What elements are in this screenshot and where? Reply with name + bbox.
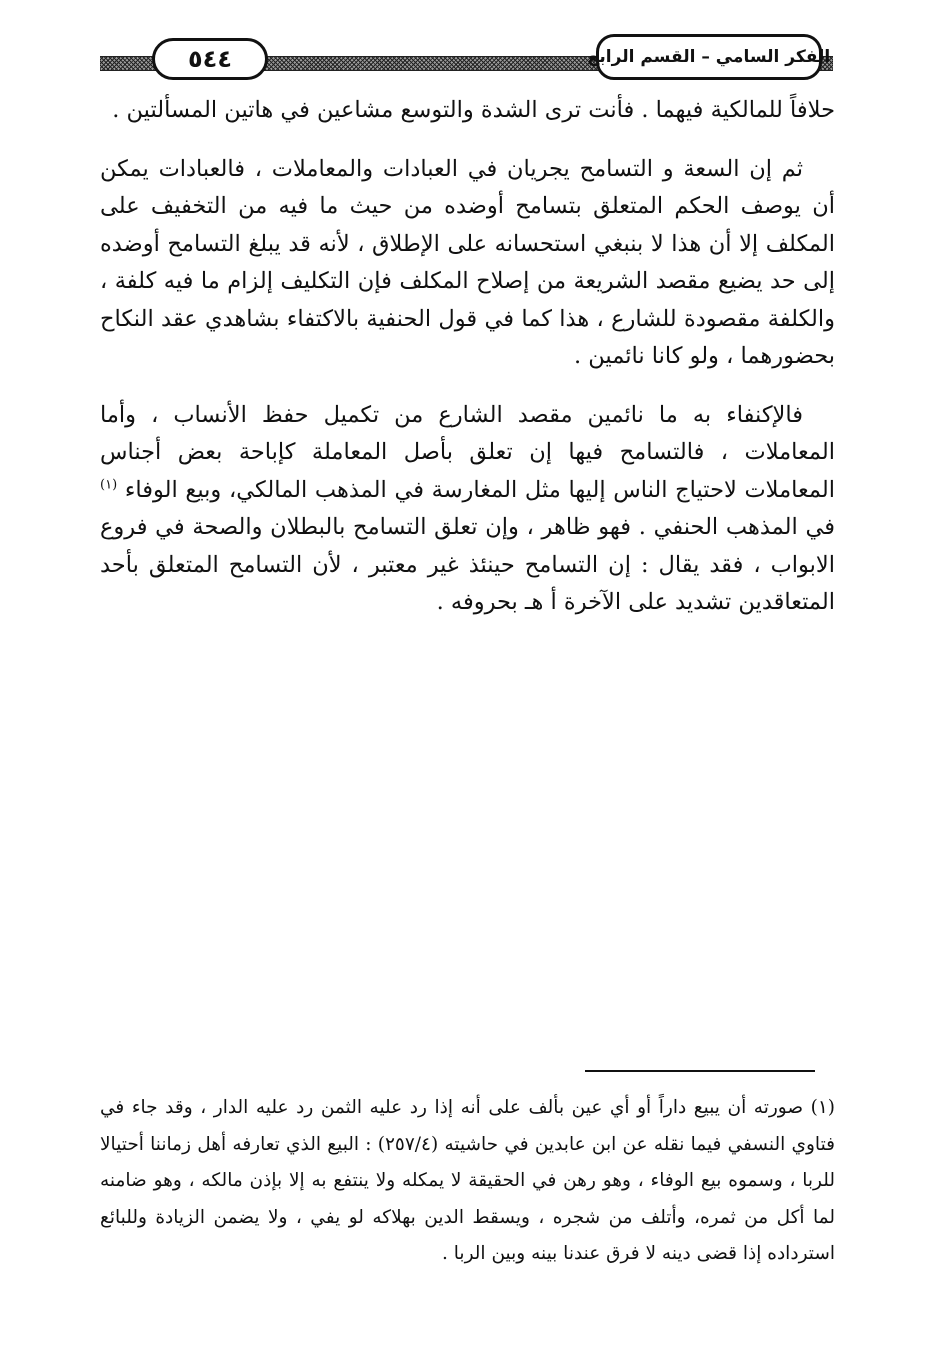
footnote-divider xyxy=(585,1070,815,1072)
footnote xyxy=(100,1090,835,1273)
paragraph-3-text-before-note: فالإكنفاء به ما نائمين مقصد الشارع من تكميل حفظ الأنساب ، وأما المعاملات ، فالتسامح فيها إن تعلق بأصل المعاملة كإباحة بعض أجناس المعاملات لاحتياج الناس إليها مثل المغارسة في المذهب المالكي، وبيع الوفاء xyxy=(100,401,835,503)
paragraph-3-text-after-note: في المذهب الحنفي . فهو ظاهر ، وإن تعلق التسامح بالبطلان والصحة في فروع الابواب ، فقد يقال : إن التسامح حينئذ غير معتبر ، لأن التسامح المتعلق بأحد المتعاقدين تشديد على الآخرة أ هـ بحروفه . xyxy=(100,514,835,615)
paragraph-1: حلافاً للمالكية فيهما . فأنت ترى الشدة والتوسع مشاعين في هاتين المسألتين . xyxy=(112,97,835,123)
page-number: ٥٤٤ xyxy=(152,38,268,80)
page-header xyxy=(100,32,833,84)
footnote-reference: (١) xyxy=(100,477,118,492)
paragraph-3 xyxy=(100,397,835,622)
main-text xyxy=(100,92,835,622)
footnote-text: (١) صورته أن يبيع داراً أو أي عين بألف على أنه إذا رد عليه الثمن رد عليه الدار ، وقد جاء في فتاوي النسفي فيما نقله عن ابن عابدين في حاشيته (٢٥٧/٤) : البيع الذي تعارفه أهل زماننا أحتيالا للربا ، وسموه بيع الوفاء ، وهو رهن في الحقيقة لا يمكله ولا ينتفع به إلا بإذن مالكه ، وهو ضامنه لما أكل من ثمره، وأتلف من شجره ، ويسقط الدين بهلاكه لو يفي ، ولا يضمن الزيادة وللبائع استرداده إذا قضى دينه لا فرق عندنا بينه وبين الربا . xyxy=(100,1097,835,1264)
running-title: الفكر السامي – القسم الرابع xyxy=(596,34,822,80)
paragraph-2: ثم إن السعة و التسامح يجريان في العبادات والمعاملات ، فالعبادات يمكن أن يوصف الحكم المتعلق بتسامح أوضده من حيث ما فيه من التخفيف على المكلف إلا أن هذا لا بنبغي استحسانه على الإطلاق ، لأنه قد يبلغ التسامح أوضده إلى حد يضيع مقصد الشريعة من إصلاح المكلف فإن التكليف إلزام ما فيه كلفة ، والكلفة مقصودة للشارع ، هذا كما في قول الحنفية بالاكتفاء بشاهدي عقد النكاح بحضورهما ، ولو كانا نائمين . xyxy=(100,155,835,369)
